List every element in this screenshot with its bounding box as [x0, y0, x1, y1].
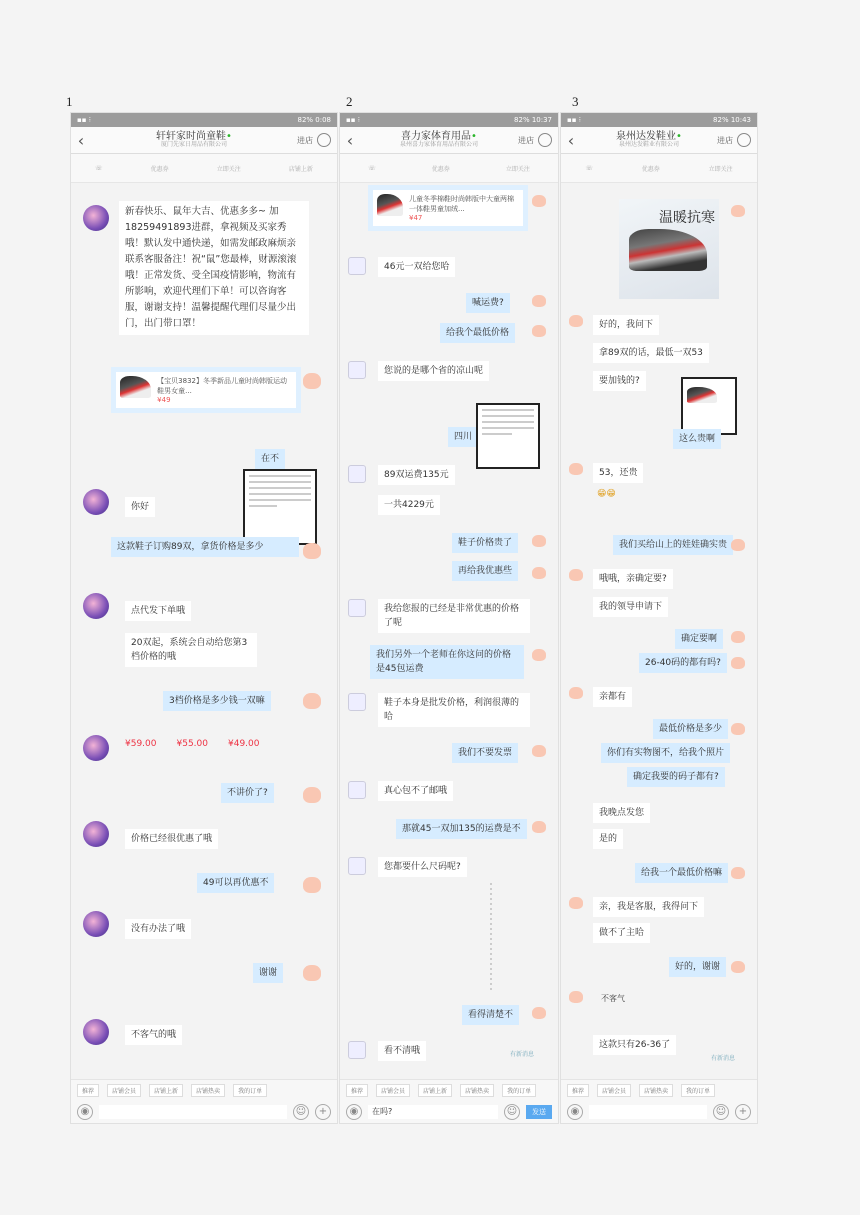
message-bubble: 我们买给山上的娃娃确实贵 — [613, 535, 733, 555]
message-bubble: 谢谢 — [253, 963, 283, 983]
screenshot-thumbnail[interactable] — [243, 469, 317, 545]
back-icon[interactable]: ‹ — [567, 130, 575, 150]
plus-icon[interactable]: + — [735, 1104, 751, 1120]
message-bubble: 给我个最低价格 — [440, 323, 515, 343]
user-avatar — [532, 649, 546, 661]
quick-bar — [561, 154, 757, 183]
shoe-thumbnail — [377, 194, 403, 216]
new-message-badge[interactable]: 有新消息 — [711, 1055, 736, 1062]
shortcut-new[interactable]: 店铺上新 — [149, 1084, 183, 1097]
user-avatar — [731, 867, 745, 879]
message-bubble: 49可以再优惠不 — [197, 873, 274, 893]
scroll-track — [490, 883, 492, 993]
shortcut-hot[interactable]: 店铺热卖 — [639, 1084, 673, 1097]
status-bar: ▪▪ ⁝ 82% 0:08 — [71, 113, 337, 127]
user-avatar — [532, 325, 546, 337]
message-bubble: 最低价格是多少 — [653, 719, 728, 739]
message-bubble: 在不 — [255, 449, 285, 469]
shop-name: 喜力家体育用品• — [401, 130, 477, 142]
user-avatar — [731, 539, 745, 551]
message-bubble: 我给您报的已经是非常优惠的价格了呢 — [378, 599, 530, 633]
page-number-2: 2 — [346, 94, 353, 109]
chat-area — [340, 183, 558, 1063]
message-bubble: 做不了主哈 — [593, 923, 650, 943]
user-avatar — [731, 723, 745, 735]
shop-avatar — [569, 897, 583, 909]
message-bubble: 46元一双给您哈 — [378, 257, 455, 277]
bottom-bar — [561, 1079, 757, 1123]
phone-icon[interactable]: ☏ — [95, 164, 103, 172]
shortcut-row — [71, 1080, 337, 1101]
quick-follow[interactable]: 立即关注 — [216, 165, 241, 173]
shop-avatar — [83, 593, 109, 619]
emoji-icon[interactable]: ☺ — [293, 1104, 309, 1120]
shortcut-new[interactable]: 店铺上新 — [418, 1084, 452, 1097]
shop-subtitle: 泉州达发鞋业有限公司 — [618, 141, 679, 149]
price-tier-1: ¥59.00 — [125, 739, 157, 749]
message-bubble: 3档价格是多少钱一双嘛 — [163, 691, 271, 711]
promo-shoe — [629, 229, 707, 271]
app-header — [340, 127, 558, 154]
product-price: ¥47 — [409, 214, 423, 222]
message-bubble: 我们另外一个老师在你这问的价格是45包运费 — [370, 645, 524, 679]
message-bubble: 给我一个最低价格嘛 — [635, 863, 728, 883]
new-message-badge[interactable]: 有新消息 — [510, 1051, 535, 1058]
shop-avatar — [83, 489, 109, 515]
app-header — [71, 127, 337, 154]
shop-avatar — [569, 315, 583, 327]
message-bubble: 好的，我问下 — [593, 315, 659, 335]
message-input[interactable]: 在吗? — [368, 1105, 498, 1119]
quick-coupon[interactable]: 优惠券 — [431, 165, 450, 173]
shop-name: 泉州达发鞋业• — [616, 130, 682, 142]
message-input[interactable] — [589, 1105, 707, 1119]
screenshot-thumbnail[interactable] — [476, 403, 540, 469]
shortcut-orders[interactable]: 我的订单 — [681, 1084, 715, 1097]
voice-icon[interactable]: ◉ — [567, 1104, 583, 1120]
user-avatar — [303, 543, 321, 559]
quick-follow[interactable]: 立即关注 — [505, 165, 530, 173]
quick-coupon[interactable]: 优惠券 — [150, 165, 169, 173]
shop-avatar — [83, 1019, 109, 1045]
enter-shop-button[interactable]: 进店 — [518, 135, 534, 145]
promo-image[interactable] — [619, 199, 719, 299]
user-avatar — [731, 631, 745, 643]
shortcut-recommend[interactable]: 推荐 — [77, 1084, 99, 1097]
status-bar: ▪▪ ⁝ 82% 10:37 — [340, 113, 558, 127]
user-avatar — [303, 373, 321, 389]
message-bubble: 不客气的哦 — [125, 1025, 182, 1045]
shop-avatar — [348, 599, 366, 617]
emoji-icon[interactable]: ☺ — [504, 1104, 520, 1120]
grin-emoji-icon: 😁😁 — [597, 489, 616, 499]
message-bubble: 您都要什么尺码呢? — [378, 857, 467, 877]
message-bubble: 看不清哦 — [378, 1041, 426, 1061]
message-bubble: 确定要啊 — [675, 629, 723, 649]
message-bubble: 亲，我是客服，我得问下 — [593, 897, 704, 917]
person-icon[interactable] — [737, 133, 751, 147]
user-avatar — [532, 821, 546, 833]
back-icon[interactable]: ‹ — [77, 130, 85, 150]
message-bubble: 确定我要的码子都有? — [627, 767, 725, 787]
shop-avatar — [569, 687, 583, 699]
phone-icon[interactable]: ☏ — [585, 164, 593, 172]
message-bubble: 鞋子本身是批发价格，利润很薄的哈 — [378, 693, 530, 727]
plus-icon[interactable]: + — [315, 1104, 331, 1120]
product-title: 【宝贝3832】冬季新品儿童时尚韩版运动鞋男女童... — [157, 377, 287, 395]
person-icon[interactable] — [538, 133, 552, 147]
message-bubble: 看得清楚不 — [462, 1005, 519, 1025]
shop-avatar — [83, 821, 109, 847]
message-bubble: 这款只有26-36了 — [593, 1035, 676, 1055]
shop-avatar — [348, 857, 366, 875]
shortcut-row — [340, 1080, 558, 1101]
shortcut-orders[interactable]: 我的订单 — [502, 1084, 536, 1097]
back-icon[interactable]: ‹ — [346, 130, 354, 150]
quick-bar — [340, 154, 558, 183]
message-bubble: 哦哦，亲确定要? — [593, 569, 673, 589]
message-bubble: 亲都有 — [593, 687, 632, 707]
shortcut-orders[interactable]: 我的订单 — [233, 1084, 267, 1097]
message-bubble: 89双运费135元 — [378, 465, 455, 485]
shop-subtitle: 泉州喜力家体育用品有限公司 — [399, 141, 478, 149]
page-number-3: 3 — [572, 94, 579, 109]
shoe-thumbnail — [120, 376, 151, 398]
user-avatar — [532, 195, 546, 207]
bottom-bar — [71, 1079, 337, 1123]
shortcut-hot[interactable]: 店铺热卖 — [191, 1084, 225, 1097]
phone-icon[interactable]: ☏ — [368, 164, 376, 172]
shortcut-member[interactable]: 店铺会员 — [597, 1084, 631, 1097]
message-bubble: 我们不要发票 — [452, 743, 518, 763]
message-bubble: 新春快乐、鼠年大吉、优惠多多~ 加 18259491893进群，拿视频及买家秀哦！默认发中通快递，如需发邮政麻烦亲联系客服备注！祝“鼠”您最棒，财源滚滚哦！正常发货、受全国疫情影响，物流有所影响，欢迎代理们下单！可以咨询客服，谢谢支持！温馨提醒代理们尽量少出门，出门带口罩！ — [119, 201, 309, 335]
shop-avatar — [348, 781, 366, 799]
message-bubble: 再给我优惠些 — [452, 561, 518, 581]
message-bubble: 您说的是哪个省的凉山呢 — [378, 361, 489, 381]
shortcut-row — [561, 1080, 757, 1101]
bottom-bar — [340, 1079, 558, 1123]
shop-name: 轩轩家时尚童鞋• — [156, 130, 232, 142]
shortcut-recommend[interactable]: 推荐 — [567, 1084, 589, 1097]
voice-icon[interactable]: ◉ — [77, 1104, 93, 1120]
message-bubble: 我的领导申请下 — [593, 597, 668, 617]
message-bubble: 这款鞋子订购89双，拿货价格是多少 — [111, 537, 299, 557]
message-bubble: 好的，谢谢 — [669, 957, 726, 977]
shortcut-hot[interactable]: 店铺热卖 — [460, 1084, 494, 1097]
product-price: ¥49 — [157, 396, 171, 404]
message-bubble: 真心包不了邮哦 — [378, 781, 453, 801]
shop-avatar — [83, 911, 109, 937]
shop-avatar — [348, 465, 366, 483]
message-bubble: 喊运费? — [466, 293, 510, 313]
message-input[interactable] — [99, 1105, 287, 1119]
message-bubble: 你好 — [125, 497, 155, 517]
message-bubble: 不讲价了? — [221, 783, 274, 803]
price-tiers — [125, 739, 260, 749]
quick-new[interactable]: 店铺上新 — [288, 165, 313, 173]
message-bubble: 没有办法了哦 — [125, 919, 191, 939]
user-avatar — [303, 965, 321, 981]
user-avatar — [303, 877, 321, 893]
message-bubble: 一共4229元 — [378, 495, 440, 515]
user-avatar — [532, 1007, 546, 1019]
send-button[interactable]: 发送 — [526, 1105, 552, 1119]
shop-subtitle: 厦门先家日用品有限公司 — [160, 141, 227, 149]
user-avatar — [731, 961, 745, 973]
message-bubble: 26-40码的都有吗? — [639, 653, 727, 673]
shortcut-member[interactable]: 店铺会员 — [107, 1084, 141, 1097]
user-avatar — [532, 535, 546, 547]
chat-screen-2 — [339, 112, 559, 1124]
product-title: 儿童冬季棉鞋时尚韩版中大童两棉一体鞋男童加绒... — [409, 195, 515, 213]
user-avatar — [303, 693, 321, 709]
message-bubble: 拿89双的话，最低一双53 — [593, 343, 709, 363]
user-avatar — [532, 295, 546, 307]
message-bubble: 那就45一双加135的运费是不 — [396, 819, 527, 839]
message-bubble: 你们有实物图不，给我个照片 — [601, 743, 730, 763]
shop-avatar — [348, 693, 366, 711]
person-icon[interactable] — [317, 133, 331, 147]
shop-avatar — [569, 991, 583, 1003]
shop-avatar — [569, 463, 583, 475]
shop-avatar — [348, 257, 366, 275]
chat-area — [561, 183, 757, 1063]
shop-avatar — [348, 361, 366, 379]
shop-avatar — [569, 569, 583, 581]
chat-screen-1 — [70, 112, 338, 1124]
emoji-icon[interactable]: ☺ — [713, 1104, 729, 1120]
user-avatar — [532, 567, 546, 579]
status-bar: ▪▪ ⁝ 82% 10:43 — [561, 113, 757, 127]
message-bubble: 点代发下单哦 — [125, 601, 191, 621]
quick-bar — [71, 154, 337, 183]
chat-area — [71, 183, 337, 1063]
message-bubble: 鞋子价格贵了 — [452, 533, 518, 553]
message-bubble: 是的 — [593, 829, 623, 849]
promo-text: 温暖抗寒 — [659, 211, 715, 226]
screenshot-thumbnail[interactable] — [681, 377, 737, 435]
shop-avatar — [83, 205, 109, 231]
price-tier-3: ¥49.00 — [228, 739, 260, 749]
enter-shop-button[interactable]: 进店 — [297, 135, 313, 145]
message-bubble: 价格已经很优惠了哦 — [125, 829, 218, 849]
user-avatar — [303, 787, 321, 803]
price-tier-2: ¥55.00 — [176, 739, 208, 749]
user-avatar — [731, 657, 745, 669]
message-bubble: 这么贵啊 — [673, 429, 721, 449]
quick-coupon[interactable]: 优惠券 — [641, 165, 660, 173]
page-number-1: 1 — [66, 94, 73, 109]
enter-shop-button[interactable]: 进店 — [717, 135, 733, 145]
message-bubble: 要加钱的? — [593, 371, 646, 391]
voice-icon[interactable]: ◉ — [346, 1104, 362, 1120]
product-card[interactable] — [368, 185, 528, 231]
shortcut-recommend[interactable]: 推荐 — [346, 1084, 368, 1097]
app-header — [561, 127, 757, 154]
quick-follow[interactable]: 立即关注 — [708, 165, 733, 173]
sticker: 不客气 — [601, 994, 625, 1003]
user-avatar — [532, 745, 546, 757]
message-bubble: 53，还贵 — [593, 463, 643, 483]
shop-avatar — [83, 735, 109, 761]
product-card[interactable] — [111, 367, 301, 413]
shortcut-member[interactable]: 店铺会员 — [376, 1084, 410, 1097]
message-bubble: 四川 — [448, 427, 478, 447]
message-bubble: 我晚点发您 — [593, 803, 650, 823]
chat-screen-3 — [560, 112, 758, 1124]
user-avatar — [731, 205, 745, 217]
message-bubble: 20双起，系统会自动给您第3档价格的哦 — [125, 633, 257, 667]
shop-avatar — [348, 1041, 366, 1059]
